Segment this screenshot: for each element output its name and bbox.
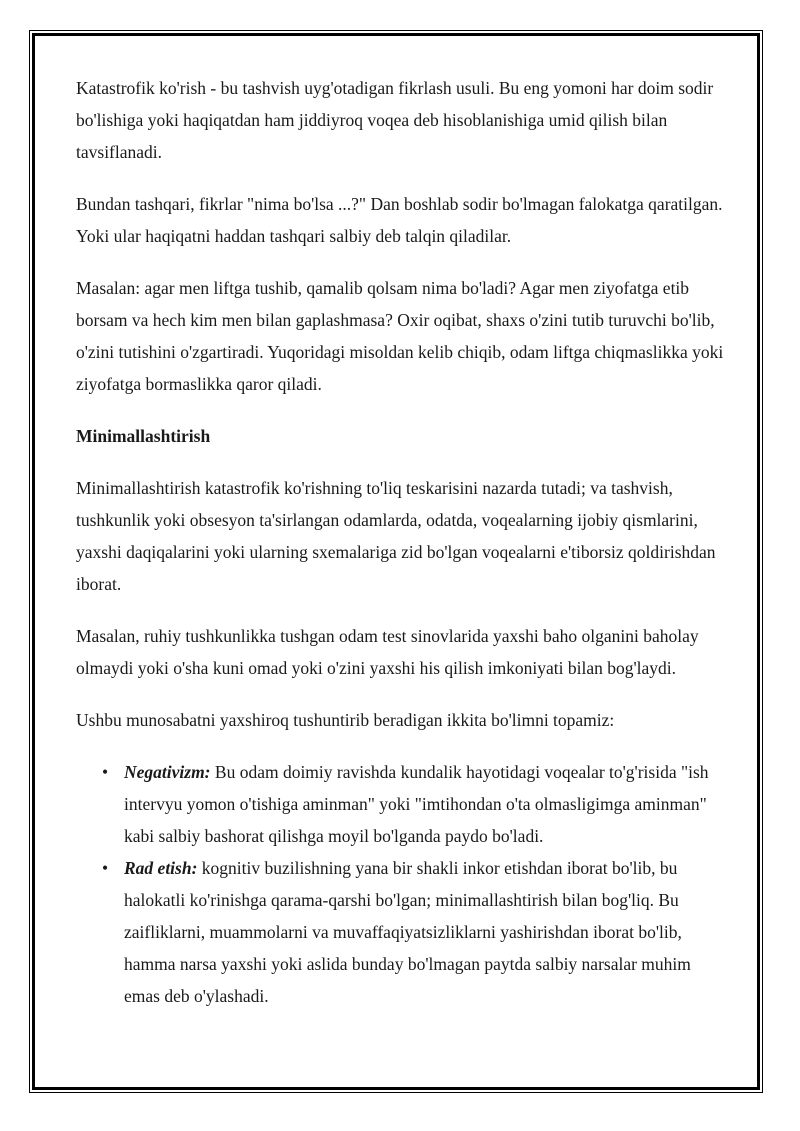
section-heading: Minimallashtirish [76,426,211,446]
paragraph-minimization-definition: Minimallashtirish katastrofik ko'rishning to'liq teskarisini nazarda tutadi; va tashvish, tushkunlik yoki obsesyon ta'sirlangan odamlarda, odatda, voqealarning ijobiy qismlarini, yaxshi daqiqalarini yoki ularning sxemalariga zid bo'lgan voqealarni e'tiborsiz qoldirishdan iborat. [76,478,716,594]
list-item-negativism [124,756,724,852]
term-label: Rad etish: [124,858,198,878]
paragraph-elevator-example: Masalan: agar men liftga tushib, qamalib qolsam nima bo'ladi? Agar men ziyofatga etib borsam va hech kim men bilan gaplashmasa? Oxir oqibat, shaxs o'zini tutib turuvchi bo'lib, o'zini tutishini o'zgartiradi. Yuqoridagi misoldan kelib chiqib, odam liftga chiqmaslikka yoki ziyofatga bormaslikka qaror qiladi. [76,278,724,394]
paragraph-what-if-thoughts: Bundan tashqari, fikrlar "nima bo'lsa ...?" Dan boshlab sodir bo'lmagan falokatga qaratilgan. Yoki ular haqiqatni haddan tashqari salbiy deb talqin qiladilar. [76,194,723,246]
paragraph-two-parts-intro: Ushbu munosabatni yaxshiroq tushuntirib beradigan ikkita bo'limni topamiz: [76,710,615,730]
paragraph-depression-example: Masalan, ruhiy tushkunlikka tushgan odam test sinovlarida yaxshi baho olganini baholay olmaydi yoki o'sha kuni omad yoki o'zini yaxshi his qilish imkoniyati bilan bog'laydi. [76,626,699,678]
bullet-list [76,756,724,1012]
list-item-text: Bu odam doimiy ravishda kundalik hayotidagi voqealar to'g'risida "ish intervyu yomon o'tishiga aminman" yoki "imtihondan o'ta olmasligimga aminman" kabi salbiy bashorat qilishga moyil bo'lganda paydo bo'ladi. [124,762,709,846]
term-label: Negativizm: [124,762,211,782]
paragraph-catastrophizing-definition: Katastrofik ko'rish - bu tashvish uyg'otadigan fikrlash usuli. Bu eng yomoni har doim sodir bo'lishiga yoki haqiqatdan ham jiddiyroq voqea deb hisoblanishiga umid qilish bilan tavsiflanadi. [76,78,714,162]
list-item-text: kognitiv buzilishning yana bir shakli inkor etishdan iborat bo'lib, bu halokatli ko'rinishga qarama-qarshi bo'lgan; minimallashtirish bilan bog'liq. Bu zaifliklarni, muammolarni va muvaffaqiyatsizliklarni yashirishdan iborat bo'lib, hamma narsa yaxshi yoki aslida bunday bo'lmagan paytda salbiy narsalar muhim emas deb o'ylashadi. [124,858,691,1006]
document-body [76,72,724,1012]
list-item-denial [124,852,724,1012]
